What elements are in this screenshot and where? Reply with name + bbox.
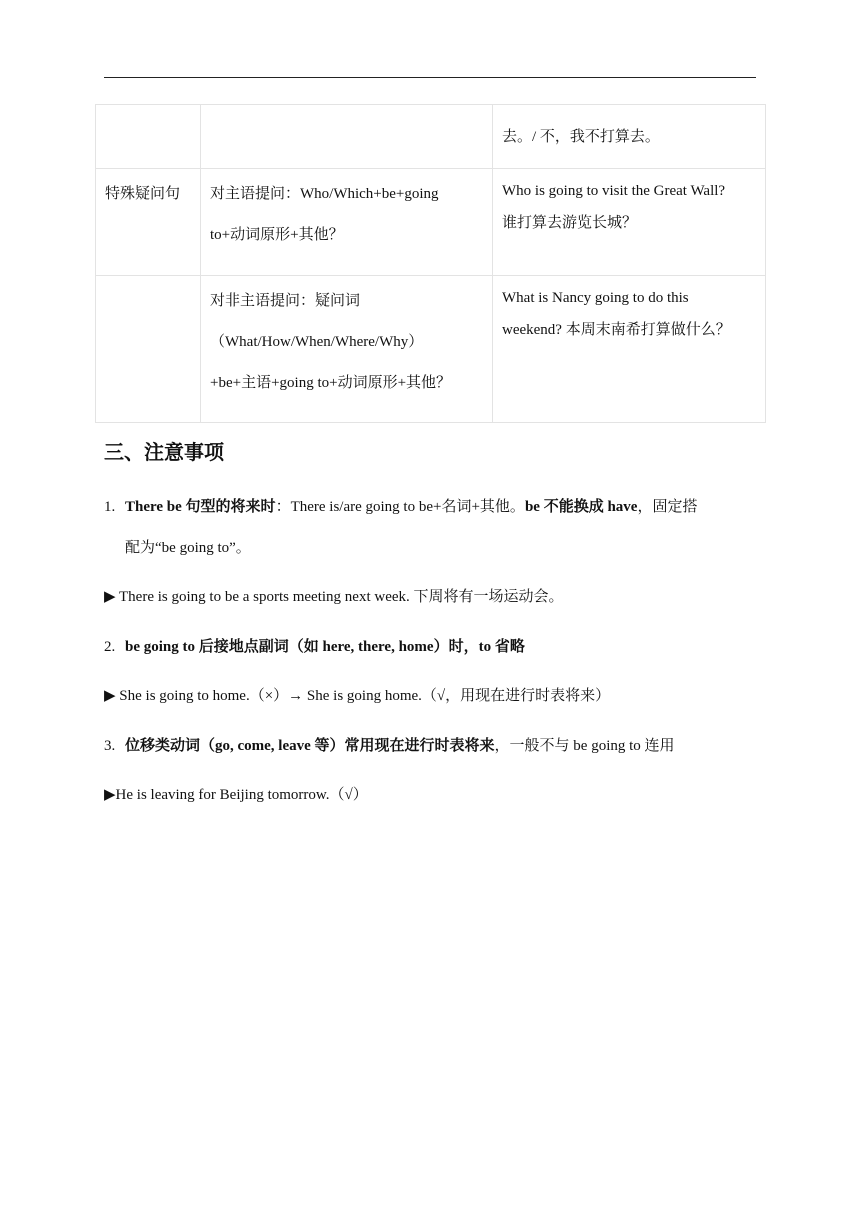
table-row (96, 169, 766, 276)
rule-line: to+动词原形+其他？ (210, 227, 344, 243)
example-line: weekend? 本周末南希打算做什么？ (502, 322, 731, 338)
note-text: ：There is/are going to be+名词+其他。 (275, 499, 525, 515)
table-row (96, 276, 766, 423)
note-text: 配为“be going to”。 (125, 540, 251, 556)
table-row (96, 105, 766, 169)
section-title: 三、注意事项 (104, 440, 224, 464)
example-3: ▶He is leaving for Beijing tomorrow.（√） (104, 787, 368, 803)
table-cell (201, 105, 493, 169)
table-cell: 去。/ 不，我不打算去。 (493, 105, 766, 169)
note-bold: be 不能换成 have (524, 499, 638, 515)
note-text: ，一般不与 be going to 连用 (494, 738, 675, 754)
note-2 (104, 627, 760, 668)
rule-line: （What/How/When/Where/Why） (210, 334, 424, 350)
table-cell-type: 特殊疑问句 (96, 169, 201, 276)
table-cell-rule (201, 276, 493, 423)
example-1: ▶ There is going to be a sports meeting next week. 下周将有一场运动会。 (104, 589, 564, 605)
note-number: 2. (104, 639, 116, 655)
table-cell-rule (201, 169, 493, 276)
rule-line: 对非主语提问：疑问词 (210, 293, 361, 309)
note-text: ，固定搭 (637, 499, 698, 515)
note-3 (104, 726, 760, 767)
rule-line: 对主语提问：Who/Which+be+going (210, 186, 439, 202)
table-cell (96, 105, 201, 169)
example-line: 谁打算去游览长城？ (502, 215, 638, 231)
table-cell (96, 276, 201, 423)
note-number: 1. (104, 499, 116, 515)
example-line: What is Nancy going to do this (502, 290, 689, 306)
note-bold: 位移类动词（go, come, leave 等）常用现在进行时表将来 (125, 738, 495, 754)
rule-line: +be+主语+going to+动词原形+其他？ (210, 375, 452, 391)
example-line: Who is going to visit the Great Wall? (502, 183, 726, 199)
note-number: 3. (104, 738, 116, 754)
table-cell-example (493, 169, 766, 276)
grammar-table (95, 104, 766, 423)
note-1 (104, 487, 760, 569)
example-2: ▶ She is going to home.（×）→ She is going home.（√，用现在进行时表将来） (104, 688, 611, 704)
note-bold: There be 句型的将来时 (125, 499, 276, 515)
header-rule (104, 77, 756, 78)
table-cell-example (493, 276, 766, 423)
note-bold: be going to 后接地点副词（如 here, there, home）时，to 省略 (125, 639, 525, 655)
